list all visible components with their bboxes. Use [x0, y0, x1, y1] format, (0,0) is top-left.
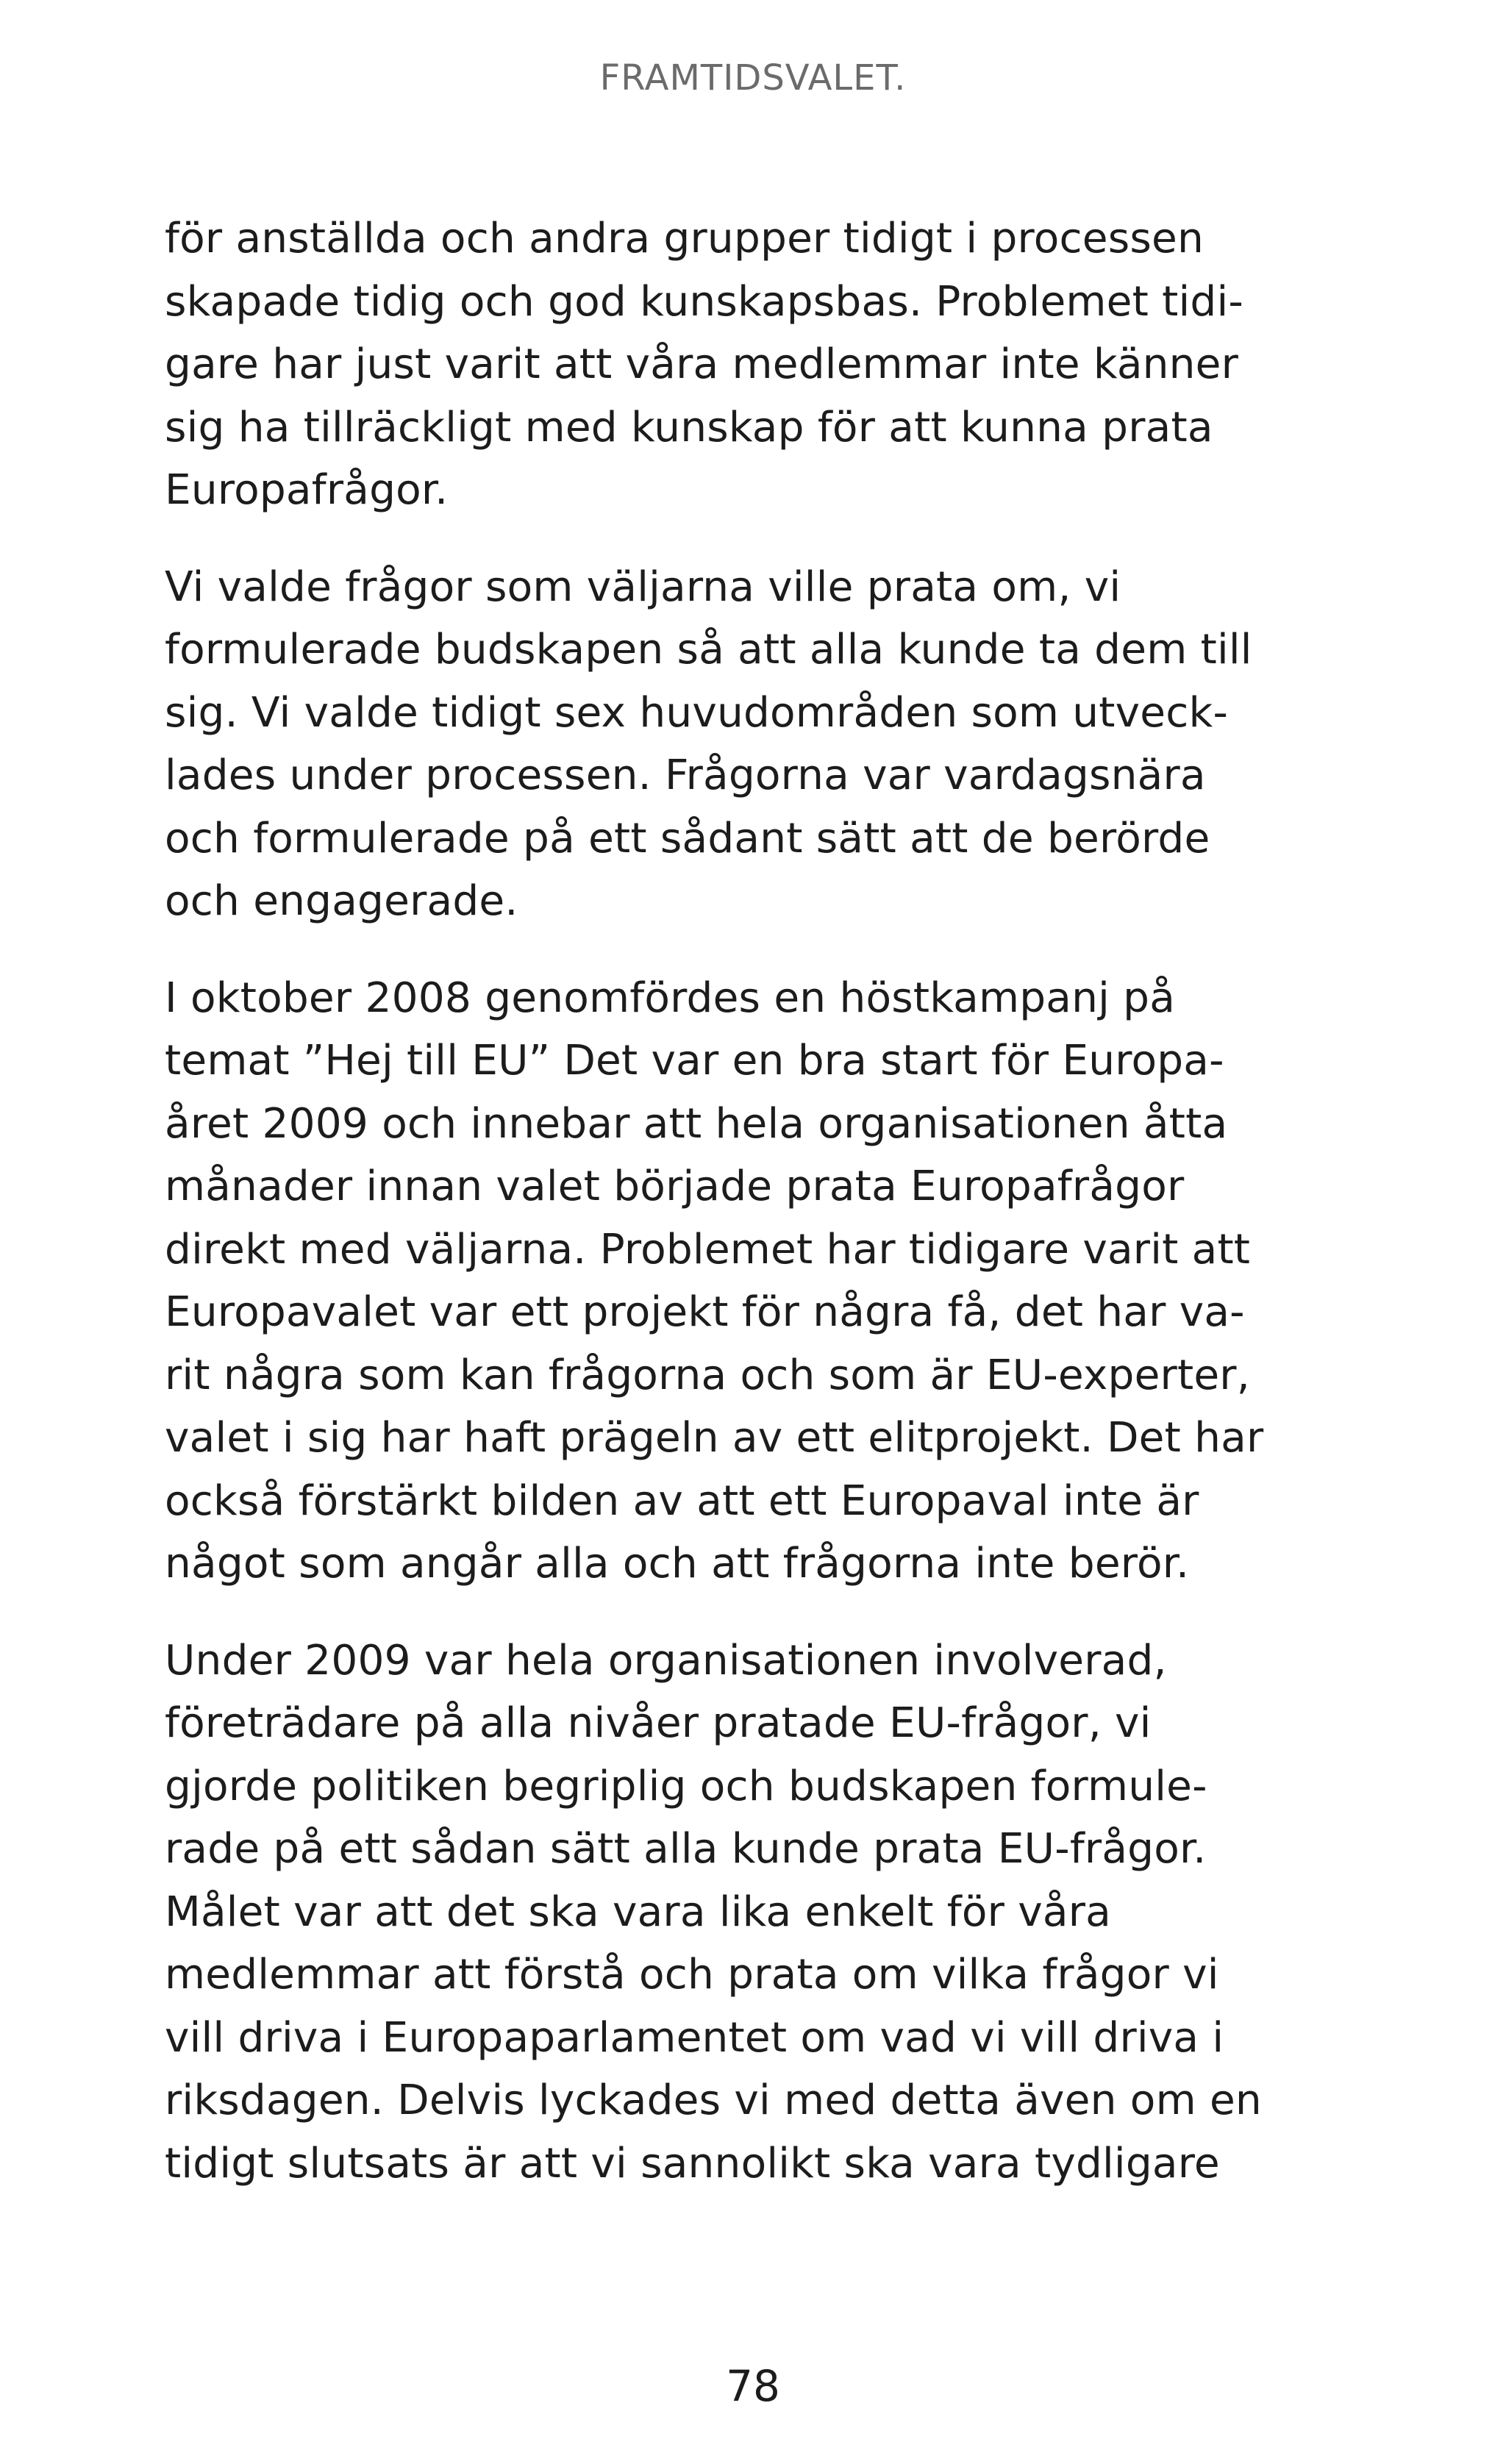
text-line: rade på ett sådan sätt alla kunde prata EU-frågor.: [165, 1825, 1207, 1873]
text-line: formulerade budskapen så att alla kunde ta dem till: [165, 626, 1252, 674]
text-line: Vi valde frågor som väljarna ville prata om, vi: [165, 563, 1121, 611]
text-line: och engagerade.: [165, 877, 518, 925]
text-line: riksdagen. Delvis lyckades vi med detta även om en: [165, 2076, 1262, 2124]
text-line: Europavalet var ett projekt för några få, det har va-: [165, 1288, 1245, 1336]
text-line: året 2009 och innebar att hela organisationen åtta: [165, 1099, 1228, 1148]
text-line: gare har just varit att våra medlemmar inte känner: [165, 340, 1239, 388]
running-header: FRAMTIDSVALET.: [599, 57, 907, 99]
paragraph-1: [165, 207, 1282, 522]
text-line: sig. Vi valde tidigt sex huvudområden som utveck-: [165, 688, 1229, 737]
text-line: direkt med väljarna. Problemet har tidigare varit att: [165, 1225, 1251, 1274]
text-line: gjorde politiken begriplig och budskapen formule-: [165, 1762, 1207, 1810]
text-line: vill driva i Europaparlamentet om vad vi vill driva i: [165, 2013, 1224, 2062]
text-line: tidigt slutsats är att vi sannolikt ska vara tydligare: [165, 2139, 1220, 2188]
text-line: företrädare på alla nivåer pratade EU-frågor, vi: [165, 1699, 1152, 1747]
text-line: rit några som kan frågorna och som är EU-experter,: [165, 1351, 1250, 1399]
body-text: [165, 207, 1282, 2229]
text-line: skapade tidig och god kunskapsbas. Problemet tidi-: [165, 277, 1243, 326]
paragraph-4: [165, 1629, 1282, 2196]
text-line: I oktober 2008 genomfördes en höstkampanj på: [165, 974, 1176, 1022]
text-line: för anställda och andra grupper tidigt i processen: [165, 215, 1204, 263]
text-line: lades under processen. Frågorna var vardagsnära: [165, 751, 1206, 799]
paragraph-3: [165, 967, 1282, 1596]
text-line: och formulerade på ett sådant sätt att de berörde: [165, 814, 1210, 863]
text-line: valet i sig har haft prägeln av ett elitprojekt. Det har: [165, 1414, 1264, 1462]
text-line: något som angår alla och att frågorna inte berör.: [165, 1540, 1190, 1588]
text-line: Europafrågor.: [165, 466, 449, 514]
text-line: medlemmar att förstå och prata om vilka frågor vi: [165, 1951, 1219, 1999]
text-line: månader innan valet började prata Europafrågor: [165, 1163, 1185, 1210]
text-line: Under 2009 var hela organisationen involverad,: [165, 1636, 1167, 1685]
text-line: också förstärkt bilden av att ett Europaval inte är: [165, 1476, 1199, 1525]
text-line: temat ”Hej till EU” Det var en bra start för Europa-: [165, 1037, 1224, 1085]
page-number: 78: [726, 2361, 780, 2411]
text-line: Målet var att det ska vara lika enkelt för våra: [165, 1888, 1111, 1936]
text-line: sig ha tillräckligt med kunskap för att kunna prata: [165, 403, 1213, 451]
paragraph-2: [165, 556, 1282, 933]
